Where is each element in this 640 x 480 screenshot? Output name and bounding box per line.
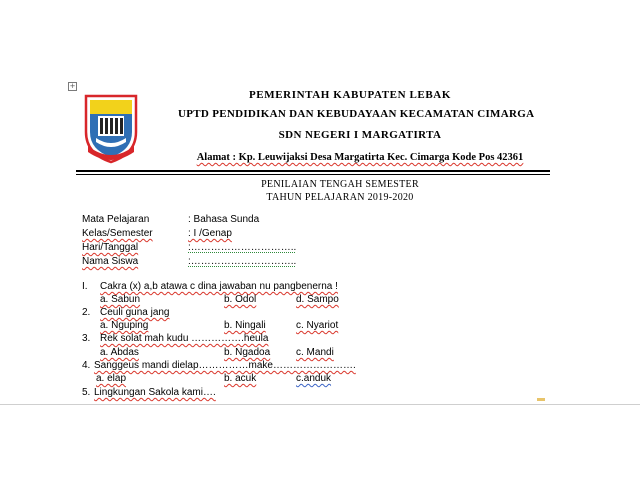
option-4b: b. acuk [224, 373, 257, 384]
info-row-subject: Mata Pelajaran : Bahasa Sunda [82, 214, 260, 225]
question-2: 2. Ceuli guna jang [82, 307, 170, 318]
question-4: 4. Sanggeus mandi dielap……………make……………………. [82, 360, 356, 371]
header-address: Alamat : Kp. Leuwijaksi Desa Margatirta Kec. Cimarga Kode Pos 42361 [196, 152, 524, 163]
question-1: I. Cakra (x) a,b atawa c dina jawaban nu pangbenerna ! [82, 281, 338, 292]
option-2b: b. Ningali [224, 320, 266, 331]
option-2a: a. Nguping [100, 320, 149, 331]
page-crop-edge [0, 404, 640, 405]
header-divider [76, 170, 550, 172]
header-school: SDN NEGERI I MARGATIRTA [278, 129, 442, 141]
option-2c: c. Nyariot [296, 320, 339, 331]
info-row-name: Nama Siswa :………………………….. [82, 256, 297, 267]
school-year: TAHUN PELAJARAN 2019-2020 [266, 192, 414, 203]
header-government: PEMERINTAH KABUPATEN LEBAK [248, 89, 451, 101]
option-4a: a. elap [96, 373, 127, 384]
option-3b: b. Ngadoa [224, 347, 271, 358]
option-3c: c. Mandi [296, 347, 334, 358]
header-divider-thin [76, 174, 550, 175]
option-1c: d. Sampo [296, 294, 339, 305]
lebak-regency-crest-icon [82, 92, 140, 164]
exam-title: PENILAIAN TENGAH SEMESTER [261, 179, 419, 190]
option-1a: a. Sabun [100, 294, 141, 305]
question-5: 5. Lingkungan Sakola kami…. [82, 387, 216, 398]
option-3a: a. Abdas [100, 347, 139, 358]
crop-marker [537, 398, 545, 401]
table-move-handle-icon[interactable]: + [69, 82, 76, 90]
option-4c: c.anduk [296, 373, 332, 384]
info-row-class: Kelas/Semester : I /Genap [82, 228, 232, 239]
info-row-date: Hari/Tanggal :………………………….. [82, 242, 297, 253]
header-office: UPTD PENDIDIKAN DAN KEBUDAYAAN KECAMATAN CIMARGA [178, 108, 535, 120]
option-1b: b. Odol [224, 294, 257, 305]
question-3: 3. Rek solat mah kudu …………….heula [82, 333, 269, 344]
